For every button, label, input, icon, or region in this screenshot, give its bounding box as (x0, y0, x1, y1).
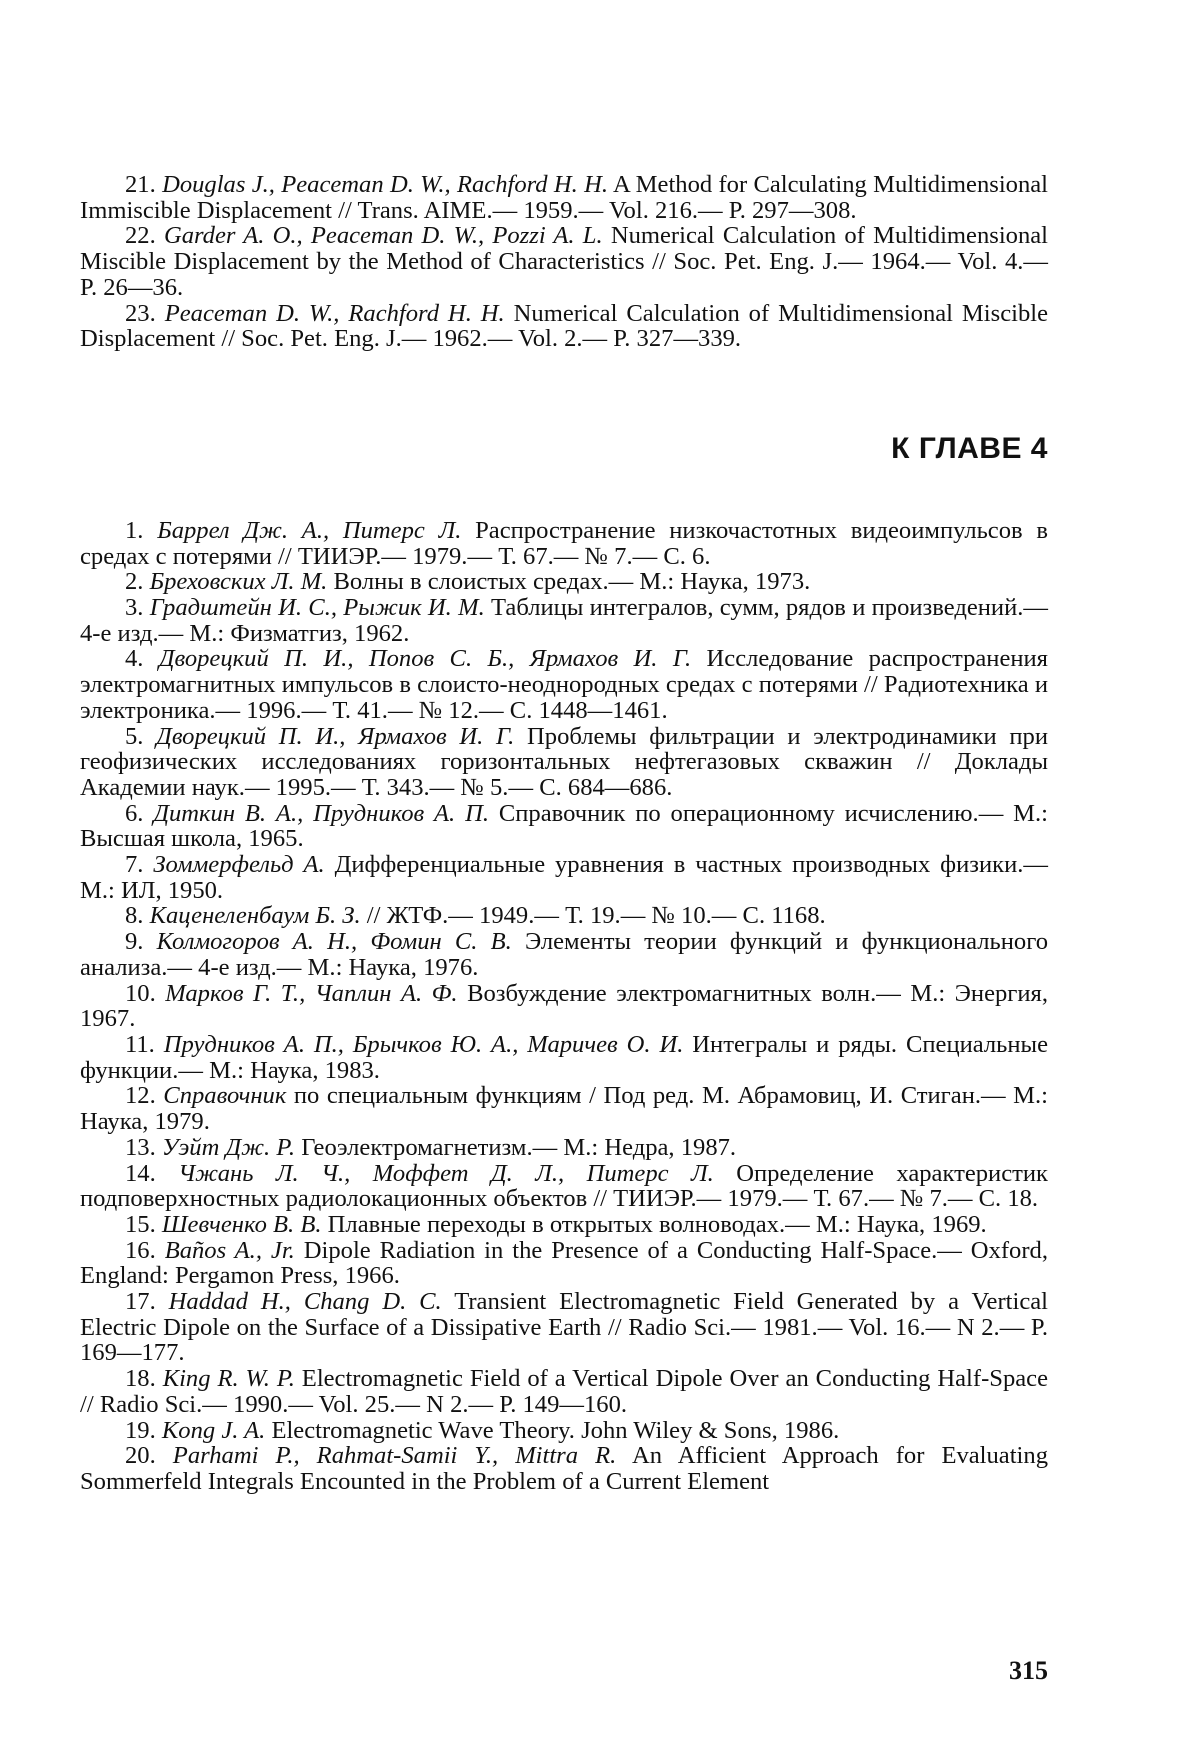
reference-item (80, 801, 1048, 852)
reference-text: Таблицы интегралов, сумм, рядов и произведений.— 4-е изд.— М.: Физматгиз, 1962. (80, 594, 1048, 647)
chapter-heading: К ГЛАВЕ 4 (891, 431, 1048, 465)
reference-text: по специальным функциям / Под ред. М. Абрамовиц, И. Стиган.— М.: Наука, 1979. (80, 1082, 1048, 1136)
reference-number: 5. (125, 722, 144, 750)
reference-number: 3. (125, 594, 144, 622)
previous-references (80, 172, 1048, 352)
reference-number: 19. (125, 1416, 156, 1444)
reference-text: Интегралы и ряды. Специальные функции.— М.: Наука, 1983. (80, 1030, 1048, 1084)
reference-item (80, 903, 1048, 929)
reference-authors: Баррел Дж. А., Питерс Л. (157, 516, 462, 544)
reference-text: Элементы теории функций и функционального анализа.— 4-е изд.— М.: Наука, 1976. (80, 928, 1049, 981)
reference-item (80, 1443, 1048, 1494)
reference-authors: Прудников А. П., Брычков Ю. А., Маричев О. И. (163, 1030, 684, 1058)
reference-number: 23. (125, 299, 156, 327)
reference-item (80, 1161, 1048, 1212)
reference-text: Распространение низкочастотных видеоимпульсов в средах с потерями // ТИИЭР.— 1979.— Т. 67.— № 7.— С. 6. (80, 516, 1048, 570)
reference-number: 18. (125, 1365, 156, 1393)
reference-authors: Дворецкий П. И., Ярмахов И. Г. (156, 722, 515, 750)
reference-authors: Чжань Л. Ч., Моффет Д. Л., Питерс Л. (178, 1159, 714, 1187)
chapter-4-references (80, 518, 1048, 1495)
reference-text: An Afficient Approach for Evaluating Sommerfeld Integrals Encounted in the Problem of a Current Element (80, 1442, 1048, 1495)
reference-text: Electromagnetic Wave Theory. John Wiley & Sons, 1986. (265, 1416, 840, 1444)
reference-number: 22. (125, 222, 156, 250)
reference-authors: Kong J. A. (161, 1416, 266, 1444)
page-number: 315 (1009, 1656, 1048, 1685)
reference-number: 10. (125, 979, 156, 1007)
reference-text: Transient Electromagnetic Field Generated by a Vertical Electric Dipole on the Surface of a Dissipative Earth // Radio Sci.— 1981.— Vol. 16.— N 2.— P. 169—177. (80, 1288, 1048, 1367)
reference-text: Волны в слоистых средах.— М.: Наука, 1973. (327, 568, 811, 596)
reference-text: Определение характеристик подповерхностных радиолокационных объектов // ТИИЭР.— 1979.— Т. 67.— № 7.— С. 18. (80, 1159, 1048, 1213)
reference-authors: Марков Г. Т., Чаплин А. Ф. (165, 979, 458, 1007)
reference-number: 4. (125, 645, 144, 673)
reference-authors: Peaceman D. W., Rachford H. H. (164, 299, 505, 327)
reference-authors: Garder A. O., Peaceman D. W., Pozzi A. L. (163, 222, 603, 250)
reference-text: Дифференциальные уравнения в частных производных физики.— М.: ИЛ, 1950. (80, 851, 1048, 904)
reference-authors: Бреховских Л. М. (149, 568, 328, 596)
reference-authors: Дворецкий П. И., Попов С. Б., Ярмахов И. Г. (158, 645, 692, 673)
reference-number: 2. (125, 568, 144, 596)
reference-authors: Градштейн И. С., Рыжик И. М. (149, 594, 485, 622)
reference-number: 21. (125, 171, 156, 198)
reference-authors: Зоммерфельд А. (153, 851, 325, 879)
reference-number: 7. (125, 851, 144, 879)
reference-text: Возбуждение электромагнитных волн.— М.: Энергия, 1967. (80, 979, 1048, 1033)
reference-item (80, 646, 1048, 723)
reference-number: 11. (125, 1030, 155, 1058)
reference-text: Numerical Calculation of Multidimensional Miscible Displacement // Soc. Pet. Eng. J.— 1962.— Vol. 2.— P. 327—339. (80, 299, 1049, 353)
reference-text: Dipole Radiation in the Presence of a Conducting Half-Space.— Oxford, England: Pergamon Press, 1966. (80, 1236, 1048, 1290)
reference-authors: Parhami P., Rahmat-Samii Y., Mittra R. (172, 1442, 617, 1470)
reference-number: 6. (125, 799, 144, 827)
reference-number: 8. (125, 902, 144, 930)
reference-item (80, 929, 1048, 980)
reference-number: 1. (125, 516, 144, 544)
reference-item (80, 1289, 1048, 1366)
page-body (80, 172, 1048, 1495)
reference-item (80, 595, 1048, 646)
reference-authors: Шевченко В. В. (161, 1210, 322, 1238)
reference-authors: King R. W. P. (162, 1365, 295, 1393)
reference-text: // ЖТФ.— 1949.— Т. 19.— № 10.— С. 1168. (360, 902, 826, 930)
reference-item (80, 301, 1048, 352)
reference-authors: Колмогоров А. Н., Фомин С. В. (156, 928, 512, 956)
reference-item (80, 1238, 1048, 1289)
reference-number: 20. (125, 1442, 156, 1470)
reference-number: 17. (125, 1288, 156, 1316)
reference-number: 9. (125, 928, 144, 956)
reference-number: 12. (125, 1082, 156, 1110)
reference-authors: Haddad H., Chang D. C. (168, 1288, 442, 1316)
reference-text: A Method for Calculating Multidimensional Immiscible Displacement // Trans. AIME.— 1959.— Vol. 216.— P. 297—308. (80, 171, 1048, 224)
reference-item (80, 569, 1048, 595)
reference-item (80, 981, 1048, 1032)
reference-item (80, 852, 1048, 903)
reference-authors: Каценеленбаум Б. З. (149, 902, 361, 930)
reference-authors: Douglas J., Peaceman D. W., Rachford H. H. (162, 171, 609, 198)
reference-item (80, 1212, 1048, 1238)
reference-text: Плавные переходы в открытых волноводах.— М.: Наука, 1969. (321, 1210, 987, 1238)
reference-item (80, 1366, 1048, 1417)
reference-authors: Уэйт Дж. Р. (161, 1133, 296, 1161)
reference-item (80, 1135, 1048, 1161)
reference-number: 13. (125, 1133, 156, 1161)
reference-number: 16. (125, 1236, 156, 1264)
reference-item (80, 172, 1048, 223)
reference-number: 15. (125, 1210, 156, 1238)
reference-text: Проблемы фильтрации и электродинамики при геофизических исследованиях горизонтальных нефтегазовых скважин // Доклады Академии наук.— 1995.— Т. 343.— № 5.— С. 684—686. (80, 722, 1048, 801)
reference-text: Справочник по операционному исчислению.— М.: Высшая школа, 1965. (80, 799, 1049, 853)
reference-text: Исследование распространения электромагнитных импульсов в слоисто-неоднородных средах с потерями // Радиотехника и электроника.— 1996.— Т. 41.— № 12.— С. 1448—1461. (80, 645, 1048, 724)
reference-authors: Baños A., Jr. (164, 1236, 295, 1264)
reference-authors: Справочник (163, 1082, 287, 1110)
reference-text: Electromagnetic Field of a Vertical Dipole Over an Conducting Half-Space // Radio Sci.— 1990.— Vol. 25.— N 2.— P. 149—160. (80, 1365, 1048, 1418)
reference-item (80, 1083, 1048, 1134)
reference-item (80, 724, 1048, 801)
reference-authors: Диткин В. А., Прудников А. П. (153, 799, 489, 827)
reference-text: Numerical Calculation of Multidimensional Miscible Displacement by the Method of Characteristics // Soc. Pet. Eng. J.— 1964.— Vol. 4.— P. 26—36. (80, 222, 1048, 301)
reference-text: Геоэлектромагнетизм.— М.: Недра, 1987. (295, 1133, 737, 1161)
reference-number: 14. (125, 1159, 156, 1187)
reference-item (80, 518, 1048, 569)
reference-item (80, 223, 1048, 300)
reference-item (80, 1032, 1048, 1083)
reference-item (80, 1418, 1048, 1444)
